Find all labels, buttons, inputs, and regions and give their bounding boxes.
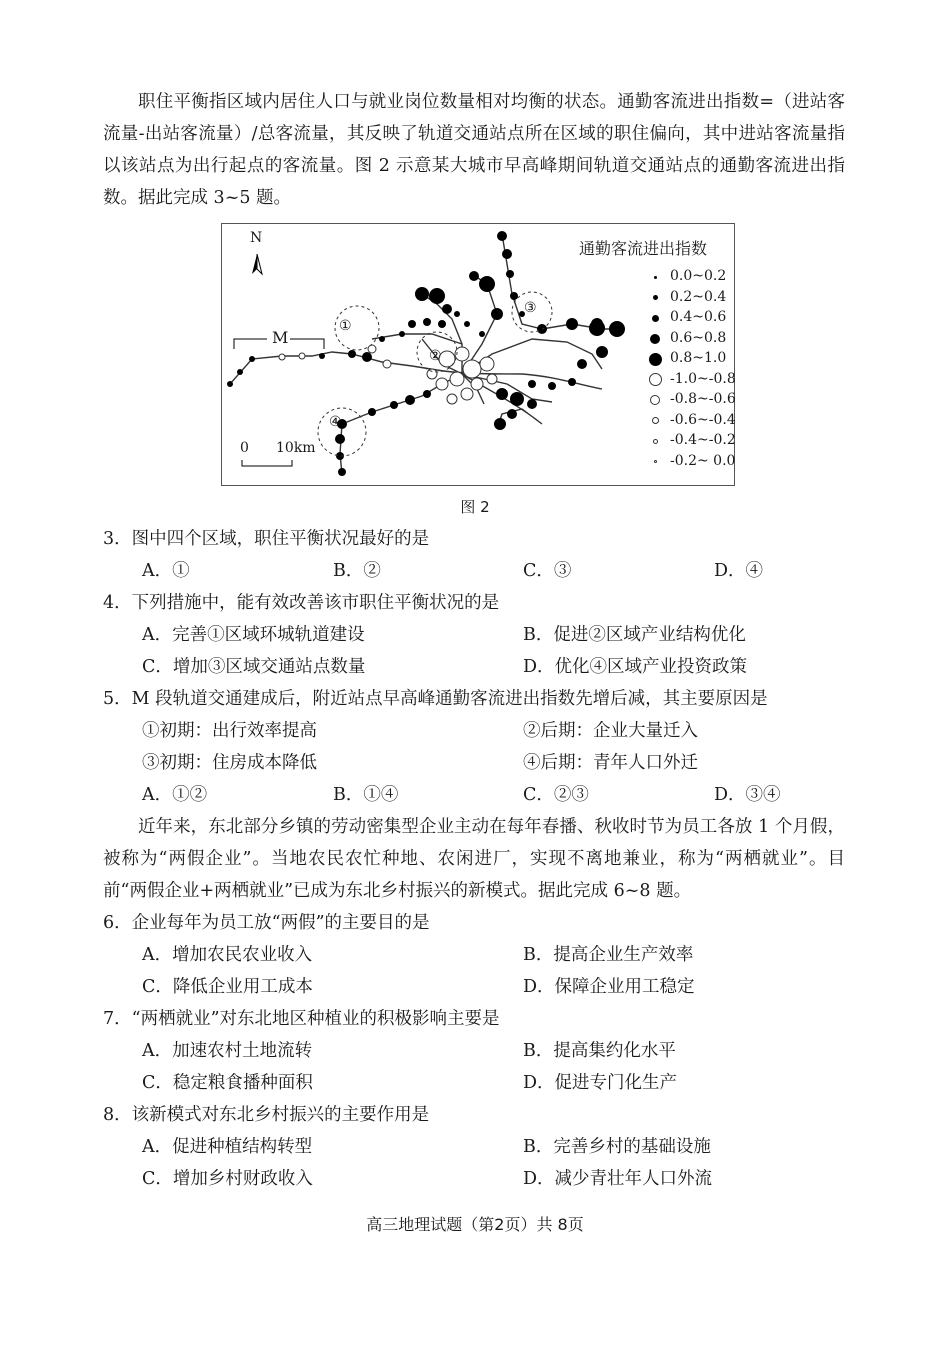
north-label: N	[250, 230, 263, 246]
question-4-option-c[interactable]: C．增加③区域交通站点数量	[142, 657, 366, 677]
question-5-option-a[interactable]: A．①②	[142, 785, 208, 805]
question-8-option-d[interactable]: D．减少青壮年人口外流	[523, 1169, 713, 1189]
question-5-stem: 5．M 段轨道交通建成后，附近站点早高峰通勤客流进出指数先增后减，其主要原因是	[103, 689, 768, 709]
legend-label-2: 0.2~0.4	[670, 288, 727, 305]
question-7-option-c[interactable]: C．稳定粮食播种面积	[142, 1073, 313, 1093]
question-5-statement-1: ①初期：出行效率提高	[142, 721, 317, 741]
legend-label-4: 0.6~0.8	[670, 329, 727, 346]
question-3-option-a[interactable]: A．①	[142, 561, 190, 581]
region-label-1: ①	[339, 318, 352, 334]
question-6-option-c[interactable]: C．降低企业用工成本	[142, 977, 313, 997]
legend-label-3: 0.4~0.6	[670, 309, 727, 325]
legend-label-10: -0.2~ 0.0	[670, 452, 736, 469]
region-label-3: ③	[524, 300, 537, 316]
question-4-option-a[interactable]: A．完善①区域环城轨道建设	[142, 625, 365, 645]
question-8-option-b[interactable]: B．完善乡村的基础设施	[523, 1137, 711, 1157]
legend-symbol-6	[649, 373, 662, 386]
question-7-option-b[interactable]: B．提高集约化水平	[523, 1041, 676, 1061]
legend-label-8: -0.6~-0.4	[670, 411, 736, 428]
intro-paragraph: 职住平衡指区域内居住人口与就业岗位数量相对均衡的状态。通勤客流进出指数=（进站客流量-出站客流量）/总客流量，其反映了轨道交通站点所在区域的职住偏向，其中进站客流量指以该站点为出行起点的客流量。图 2 示意某大城市早高峰期间轨道交通站点的通勤客流进出指数。据此完成 3~5 题。	[103, 92, 845, 208]
question-6-option-b[interactable]: B．提高企业生产效率	[523, 945, 694, 965]
legend-symbol-4	[650, 334, 660, 344]
legend-symbol-3	[652, 315, 659, 322]
legend-symbol-2	[653, 295, 658, 300]
question-5-statement-2: ②后期：企业大量迁入	[523, 721, 698, 741]
legend-symbol-10	[654, 460, 657, 463]
legend-label-5: 0.8~1.0	[670, 350, 727, 366]
question-5-statement-4: ④后期：青年人口外迁	[523, 753, 698, 773]
legend-symbol-9	[653, 439, 658, 444]
transit-map-figure	[221, 223, 735, 486]
north-arrow-icon	[252, 254, 262, 274]
question-4-option-d[interactable]: D．优化④区域产业投资政策	[523, 657, 748, 677]
legend-title: 通勤客流进出指数	[579, 239, 708, 258]
question-3-option-b[interactable]: B．②	[333, 561, 381, 581]
question-5-option-d[interactable]: D．③④	[714, 785, 781, 805]
rail-lines	[230, 234, 622, 474]
figure-caption: 图 2	[460, 498, 490, 516]
question-6-stem: 6．企业每年为员工放“两假”的主要目的是	[103, 913, 430, 933]
question-3-option-d[interactable]: D．④	[714, 561, 764, 581]
question-3-stem: 3．图中四个区域，职住平衡状况最好的是	[103, 529, 430, 549]
question-8-stem: 8．该新模式对东北乡村振兴的主要作用是	[103, 1105, 430, 1125]
scale-distance-label: 10km	[276, 440, 316, 456]
question-6-option-d[interactable]: D．保障企业用工稳定	[523, 977, 695, 997]
question-5-option-b[interactable]: B．①④	[333, 785, 399, 805]
question-8-option-a[interactable]: A．促进种植结构转型	[142, 1137, 313, 1157]
legend-symbol-1	[654, 276, 657, 279]
legend-symbol-5	[649, 353, 662, 366]
m-segment-label: M	[272, 328, 289, 347]
question-6-option-a[interactable]: A．增加农民农业收入	[142, 945, 313, 965]
stations-hollow	[279, 345, 497, 404]
question-4-option-b[interactable]: B．促进②区域产业结构优化	[523, 625, 746, 645]
legend-symbol-8	[652, 417, 659, 424]
scale-zero-label: 0	[240, 440, 249, 456]
question-3-option-c[interactable]: C．③	[523, 561, 572, 581]
question-7-stem: 7．“两栖就业”对东北地区种植业的积极影响主要是	[103, 1009, 500, 1029]
page-footer: 高三地理试题（第2页）共 8页	[366, 1215, 584, 1234]
legend-label-6: -1.0~-0.8	[670, 370, 736, 387]
region-label-4: ④	[329, 414, 342, 430]
question-5-option-c[interactable]: C．②③	[523, 785, 589, 805]
legend-label-7: -0.8~-0.6	[670, 391, 736, 407]
legend-label-1: 0.0~0.2	[670, 268, 727, 284]
second-paragraph: 近年来，东北部分乡镇的劳动密集型企业主动在每年春播、秋收时节为员工各放 1 个月假，被称为“两假企业”。当地农民农忙种地、农闲进厂，实现不离地兼业，称为“两栖就业”。目前“两假企业+两栖就业”已成为东北乡村振兴的新模式。据此完成 6~8 题。	[103, 817, 845, 901]
question-4-stem: 4．下列措施中，能有效改善该市职住平衡状况的是	[103, 593, 500, 613]
question-5-statement-3: ③初期：住房成本降低	[142, 753, 317, 773]
region-label-2: ②	[429, 348, 442, 364]
question-7-option-d[interactable]: D．促进专门化生产	[523, 1073, 678, 1093]
scale-bar	[242, 460, 292, 466]
question-7-option-a[interactable]: A．加速农村土地流转	[142, 1041, 313, 1061]
legend-symbol-7	[650, 395, 660, 405]
question-8-option-c[interactable]: C．增加乡村财政收入	[142, 1169, 313, 1189]
legend-label-9: -0.4~-0.2	[670, 432, 736, 448]
